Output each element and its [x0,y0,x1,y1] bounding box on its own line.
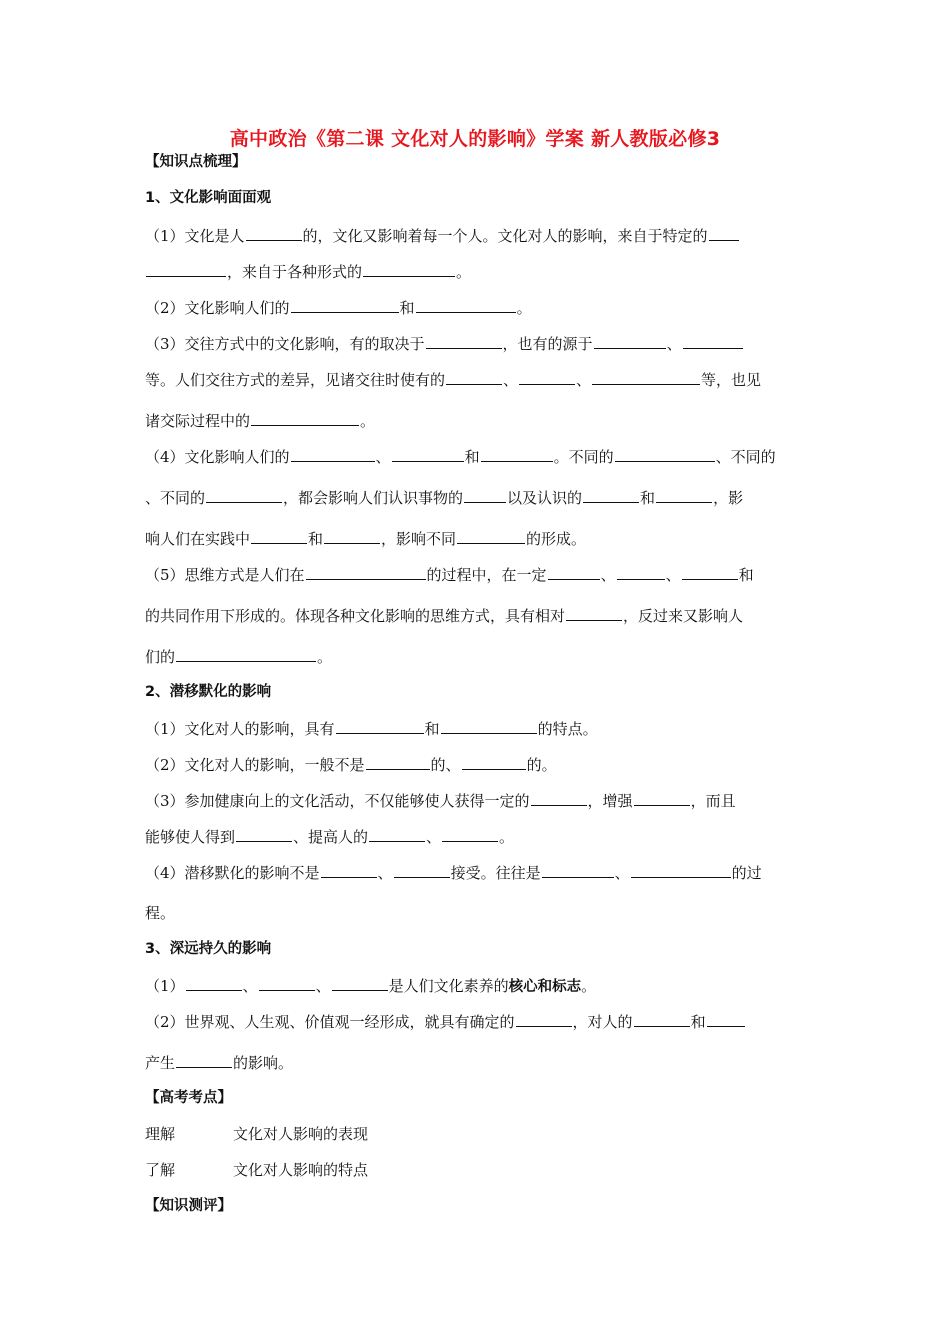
fill-blank[interactable] [336,718,424,734]
s1-paragraph-5-line-2 [145,605,743,626]
exam-level: 了解 [145,1161,176,1179]
fill-blank[interactable] [592,369,700,385]
fill-blank[interactable] [332,975,388,991]
exam-point: 文化对人影响的特点 [233,1161,369,1179]
text: 。不同的 [553,448,614,466]
text: 、 [426,828,442,846]
s1-paragraph-1-line-2 [145,261,471,282]
exam-level: 理解 [145,1125,176,1143]
text: 程。 [145,904,176,922]
fill-blank[interactable] [426,333,502,349]
fill-blank[interactable] [462,754,526,770]
fill-blank[interactable] [683,333,743,349]
fill-blank[interactable] [416,297,516,313]
text: 、 [377,864,393,882]
text: 。 [516,299,532,317]
text: 和 [424,720,440,738]
text: 、 [666,335,682,353]
text: 、 [576,371,592,389]
text: 。 [456,263,472,281]
text: 以及认识的 [507,489,583,507]
text: 能够使人得到 [145,828,236,846]
section-3-heading: 3、深远持久的影响 [145,941,272,957]
text: 、不同的 [145,489,206,507]
fill-blank[interactable] [531,790,587,806]
fill-blank[interactable] [542,862,614,878]
fill-blank[interactable] [236,826,292,842]
text: ，影响不同 [381,530,457,548]
text: 的。 [526,756,557,774]
exam-row [145,1124,368,1144]
s2-paragraph-3-line-1 [145,790,736,811]
s2-paragraph-4-line-2 [145,903,175,923]
text: 的共同作用下形成的。体现各种文化影响的思维方式，具有相对 [145,607,566,625]
fill-blank[interactable] [186,975,242,991]
section-2-heading: 2、潜移默化的影响 [145,684,272,700]
text: 。 [499,828,515,846]
fill-blank[interactable] [464,487,506,503]
s2-paragraph-4-line-1 [145,862,762,883]
fill-blank[interactable] [481,446,553,462]
text: （5）思维方式是人们在 [145,566,305,584]
fill-blank[interactable] [631,862,731,878]
fill-blank[interactable] [206,487,282,503]
text: （4）文化影响人们的 [145,448,290,466]
text: 们的 [145,648,176,666]
text: 和 [738,566,754,584]
exam-heading: 【高考考点】 [145,1090,232,1106]
text: 、提高人的 [293,828,369,846]
fill-blank[interactable] [566,605,622,621]
fill-blank[interactable] [594,333,666,349]
text: 、 [665,566,681,584]
s1-paragraph-4-line-3 [145,528,586,549]
text: 诸交际过程中的 [145,412,251,430]
fill-blank[interactable] [363,261,455,277]
text: 的特点。 [537,720,598,738]
text: 是人们文化素养的 [388,977,509,995]
text: 响人们在实践中 [145,530,251,548]
text: （2）文化影响人们的 [145,299,290,317]
text: 和 [640,489,656,507]
text: 的影响。 [233,1054,294,1072]
fill-blank[interactable] [321,862,377,878]
emphasis-text: 核心和标志 [508,979,582,995]
fill-blank[interactable] [306,564,426,580]
fill-blank[interactable] [259,975,315,991]
text: ，来自于各种形式的 [227,263,363,281]
exam-row [145,1160,368,1180]
text: （3）参加健康向上的文化活动，不仅能够使人获得一定的 [145,792,530,810]
fill-blank[interactable] [634,1011,690,1027]
text: 等，也见 [701,371,762,389]
fill-blank[interactable] [291,297,399,313]
text: 。 [317,648,333,666]
fill-blank[interactable] [176,646,316,662]
document-title: 高中政治《第二课 文化对人的影响》学案 新人教版必修3 [229,128,721,150]
fill-blank[interactable] [707,1011,745,1027]
s1-paragraph-4-line-2 [145,487,743,508]
fill-blank[interactable] [251,410,359,426]
text: 。 [581,977,597,995]
s2-paragraph-2 [145,754,557,775]
text: 的、 [430,756,461,774]
fill-blank[interactable] [615,446,715,462]
fill-blank[interactable] [709,225,739,241]
fill-blank[interactable] [324,528,380,544]
fill-blank[interactable] [366,754,430,770]
exam-point: 文化对人影响的表现 [233,1125,369,1143]
s2-paragraph-3-line-2 [145,826,514,847]
text: （2）文化对人的影响，一般不是 [145,756,365,774]
text: 、 [242,977,258,995]
text: 的形成。 [526,530,587,548]
text: 等。人们交往方式的差异，见诸交往时使有的 [145,371,446,389]
text: ，影 [713,489,744,507]
fill-blank[interactable] [682,564,738,580]
text: ，增强 [587,792,633,810]
fill-blank[interactable] [446,369,502,385]
text: （2）世界观、人生观、价值观一经形成，就具有确定的 [145,1013,515,1031]
text: （1）文化是人 [145,227,245,245]
fill-blank[interactable] [442,826,498,842]
fill-blank[interactable] [457,528,525,544]
text: 的过 [731,864,762,882]
test-heading: 【知识测评】 [145,1198,232,1214]
s3-paragraph-1 [145,975,596,997]
fill-blank[interactable] [519,369,575,385]
fill-blank[interactable] [583,487,639,503]
fill-blank[interactable] [516,1011,572,1027]
text: ，也有的源于 [502,335,593,353]
s1-paragraph-5-line-3 [145,646,332,667]
text: 。 [360,412,376,430]
text: 、不同的 [715,448,776,466]
fill-blank[interactable] [392,446,464,462]
knowledge-heading: 【知识点梳理】 [145,154,247,170]
fill-blank[interactable] [246,225,302,241]
text: （4）潜移默化的影响不是 [145,864,320,882]
text: 和 [308,530,324,548]
fill-blank[interactable] [176,1052,232,1068]
fill-blank[interactable] [656,487,712,503]
text: 接受。往往是 [450,864,541,882]
text: 、 [315,977,331,995]
text: 、 [375,448,391,466]
text: 、 [600,566,616,584]
text: ，而且 [690,792,736,810]
s1-paragraph-2 [145,297,532,318]
s1-paragraph-3-line-2 [145,369,761,390]
fill-blank[interactable] [617,564,665,580]
s1-paragraph-3-line-3 [145,410,375,431]
text: 和 [399,299,415,317]
text: （3）交往方式中的文化影响，有的取决于 [145,335,425,353]
s1-paragraph-4-line-1 [145,446,776,467]
text: ，反过来又影响人 [623,607,744,625]
text: ，对人的 [572,1013,633,1031]
fill-blank[interactable] [634,790,690,806]
s3-paragraph-2-line-1 [145,1011,746,1032]
fill-blank[interactable] [441,718,537,734]
fill-blank[interactable] [369,826,425,842]
s2-paragraph-1 [145,718,598,739]
text: 和 [464,448,480,466]
section-1-heading: 1、文化影响面面观 [145,190,272,206]
text: ，都会影响人们认识事物的 [283,489,464,507]
fill-blank[interactable] [251,528,307,544]
s3-paragraph-2-line-2 [145,1052,293,1073]
fill-blank[interactable] [394,862,450,878]
fill-blank[interactable] [548,564,600,580]
fill-blank[interactable] [146,261,226,277]
s1-paragraph-3-line-1 [145,333,744,354]
text: 产生 [145,1054,176,1072]
s1-paragraph-5-line-1 [145,564,754,585]
text: 的，文化又影响着每一个人。文化对人的影响，来自于特定的 [302,227,708,245]
text: 、 [503,371,519,389]
text: （1）文化对人的影响，具有 [145,720,335,738]
text: （1） [145,977,185,995]
text: 和 [690,1013,706,1031]
text: 、 [614,864,630,882]
text: 的过程中，在一定 [426,566,547,584]
s1-paragraph-1-line-1 [145,225,740,246]
fill-blank[interactable] [291,446,375,462]
